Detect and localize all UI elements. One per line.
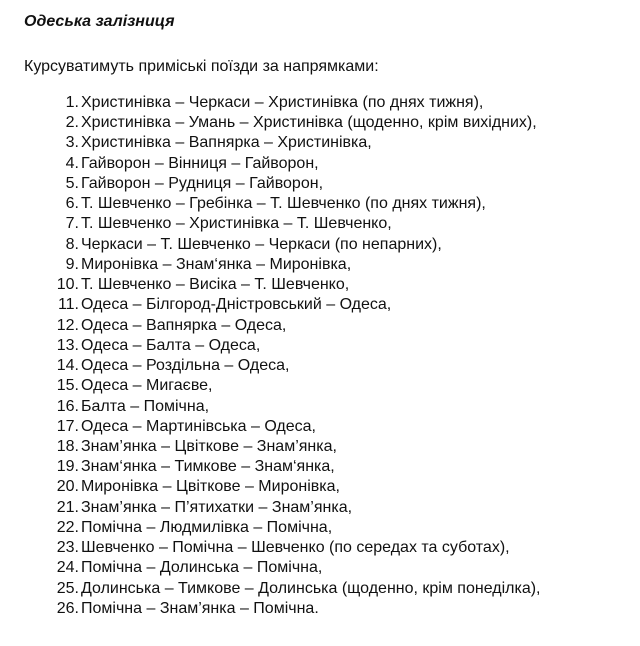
- document-title: Одеська залізниця: [24, 13, 175, 30]
- route-number: 17.: [56, 417, 79, 435]
- route-number: 22.: [56, 518, 79, 536]
- route-number: 18.: [56, 437, 79, 455]
- route-number: 5.: [65, 174, 79, 192]
- route-text: Балта – Помічна,: [81, 397, 210, 415]
- route-number: 11.: [57, 296, 79, 314]
- route-text: Черкаси – Т. Шевченко – Черкаси (по непарних),: [81, 235, 442, 253]
- route-number: 1.: [65, 94, 79, 111]
- route-text: Миронівка – Цвіткове – Миронівка,: [81, 478, 340, 496]
- route-text: Помічна – Знам’янка – Помічна.: [81, 599, 319, 617]
- route-text: Помічна – Людмилівка – Помічна,: [81, 518, 333, 536]
- route-text: Христинівка – Вапнярка – Христинівка,: [81, 134, 372, 152]
- route-text: Т. Шевченко – Христинівка – Т. Шевченко,: [81, 215, 392, 233]
- route-number: 7.: [65, 215, 79, 233]
- route-number: 20.: [56, 478, 79, 496]
- route-text: Одеса – Балта – Одеса,: [81, 336, 261, 354]
- route-text: Знам‘янка – Тимкове – Знам‘янка,: [81, 458, 335, 476]
- route-number: 14.: [56, 357, 79, 375]
- route-text: Гайворон – Рудниця – Гайворон,: [81, 174, 324, 192]
- route-number: 15.: [56, 377, 79, 395]
- route-number: 16.: [56, 397, 79, 415]
- route-text: Знам’янка – П’ятихатки – Знам’янка,: [81, 498, 353, 516]
- route-number: 3.: [65, 134, 79, 152]
- route-number: 4.: [65, 154, 79, 172]
- route-number: 25.: [56, 579, 79, 597]
- route-text: Христинівка – Черкаси – Христинівка (по днях тижня),: [81, 94, 484, 111]
- route-text: Т. Шевченко – Висіка – Т. Шевченко,: [81, 276, 350, 294]
- route-number: 6.: [65, 195, 79, 213]
- intro-text: Курсуватимуть приміські поїзди за напрямками:: [24, 58, 379, 75]
- route-number: 8.: [65, 235, 79, 253]
- route-text: Долинська – Тимкове – Долинська (щоденно, крім понеділка),: [81, 579, 541, 597]
- route-number: 26.: [56, 599, 79, 617]
- route-number: 19.: [56, 458, 79, 476]
- route-number: 21.: [56, 498, 79, 516]
- route-number: 13.: [56, 336, 79, 354]
- route-text: Знам’янка – Цвіткове – Знам’янка,: [81, 437, 337, 455]
- route-text: Одеса – Мигаєве,: [81, 377, 213, 395]
- route-text: Христинівка – Умань – Христинівка (щоденно, крім вихідних),: [81, 114, 537, 132]
- route-text: Миронівка – Знам‘янка – Миронівка,: [81, 255, 352, 273]
- route-number: 24.: [56, 559, 79, 577]
- route-text: Одеса – Білгород-Дністровський – Одеса,: [81, 296, 392, 314]
- route-text: Помічна – Долинська – Помічна,: [81, 559, 323, 577]
- route-text: Одеса – Мартинівська – Одеса,: [81, 417, 316, 435]
- route-number: 23.: [56, 539, 79, 557]
- route-text: Т. Шевченко – Гребінка – Т. Шевченко (по днях тижня),: [81, 195, 486, 213]
- route-number: 9.: [65, 255, 79, 273]
- route-number: 12.: [56, 316, 79, 334]
- route-text: Гайворон – Вінниця – Гайворон,: [81, 154, 319, 172]
- route-text: Шевченко – Помічна – Шевченко (по середах та суботах),: [81, 539, 510, 557]
- route-number: 10.: [56, 276, 79, 294]
- route-text: Одеса – Вапнярка – Одеса,: [81, 316, 287, 334]
- route-text: Одеса – Роздільна – Одеса,: [81, 357, 290, 375]
- route-number: 2.: [65, 114, 79, 132]
